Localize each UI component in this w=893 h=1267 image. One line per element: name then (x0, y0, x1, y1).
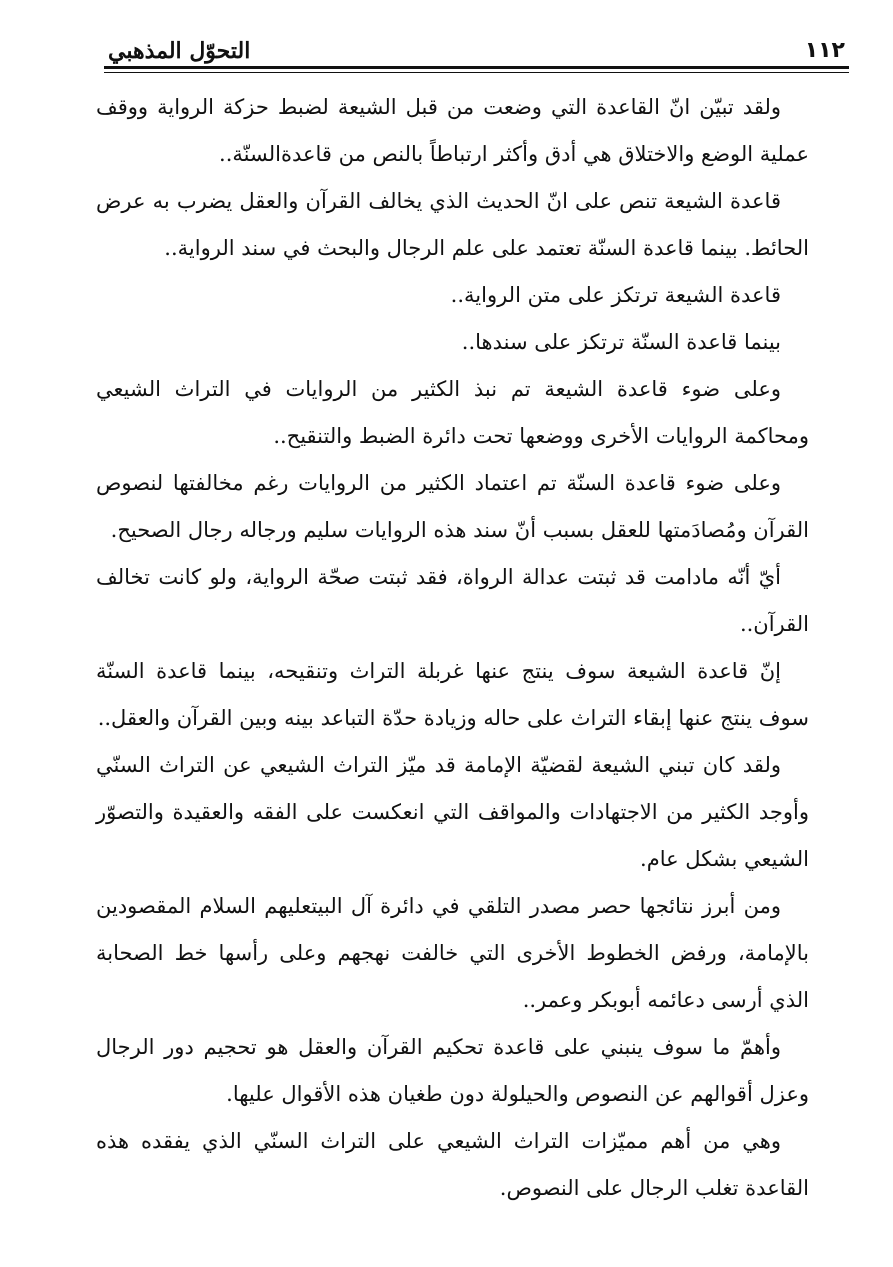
body-text (96, 84, 809, 1212)
running-title: التحوّل المذهبي (108, 38, 251, 64)
paragraph: وهي من أهم مميّزات التراث الشيعي على التراث السنّي الذي يفقده هذه القاعدة تغلب الرجال على النصوص. (96, 1129, 809, 1200)
header-rule-thick (104, 66, 849, 69)
paragraph: وعلى ضوء قاعدة السنّة تم اعتماد الكثير من الروايات رغم مخالفتها لنصوص القرآن ومُصادَمتها للعقل بسبب أنّ سند هذه الروايات سليم ورجاله رجال الصحيح. (96, 471, 809, 542)
paragraph: قاعدة الشيعة تنص على انّ الحديث الذي يخالف القرآن والعقل يضرب به عرض الحائط. بينما قاعدة السنّة تعتمد على علم الرجال والبحث في سند الرواية.. (96, 189, 809, 260)
paragraph: بينما قاعدة السنّة ترتكز على سندها.. (461, 330, 781, 354)
paragraph: وأهمّ ما سوف ينبني على قاعدة تحكيم القرآن والعقل هو تحجيم دور الرجال وعزل أقوالهم عن النصوص والحيلولة دون طغيان هذه الأقوال عليها. (96, 1035, 809, 1106)
paragraph: إنّ قاعدة الشيعة سوف ينتج عنها غربلة التراث وتنقيحه، بينما قاعدة السنّة سوف ينتج عنها إبقاء التراث على حاله وزيادة حدّة التباعد بينه وبين القرآن والعقل.. (96, 659, 809, 730)
page-number: ١١٢ (804, 38, 845, 63)
paragraph: ولقد تبيّن انّ القاعدة التي وضعت من قبل الشيعة لضبط حزكة الرواية ووقف عملية الوضع والاختلاق هي أدق وأكثر ارتباطاً بالنص من قاعدةالسنّة.. (96, 95, 809, 166)
paragraph: ومن أبرز نتائجها حصر مصدر التلقي في دائرة آل البيتعليهم السلام المقصودين بالإمامة، ورفض الخطوط الأخرى التي خالفت نهجهم وعلى رأسها خط الصحابة الذي أرسى دعائمه أبوبكر وعمر.. (96, 894, 809, 1012)
paragraph: ولقد كان تبني الشيعة لقضيّة الإمامة قد ميّز التراث الشيعي عن التراث السنّي وأوجد الكثير من الاجتهادات والمواقف التي انعكست على الفقه والعقيدة والتصوّر الشيعي بشكل عام. (96, 753, 809, 871)
header-rule-thin (104, 72, 849, 73)
paragraph: وعلى ضوء قاعدة الشيعة تم نبذ الكثير من الروايات في التراث الشيعي ومحاكمة الروايات الأخرى ووضعها تحت دائرة الضبط والتنقيح.. (96, 377, 809, 448)
paragraph: أيّ أنّه مادامت قد ثبتت عدالة الرواة، فقد ثبتت صحّة الرواية، ولو كانت تخالف القرآن.. (96, 565, 809, 636)
paragraph: قاعدة الشيعة ترتكز على متن الرواية.. (450, 283, 781, 307)
page-header (108, 32, 845, 62)
